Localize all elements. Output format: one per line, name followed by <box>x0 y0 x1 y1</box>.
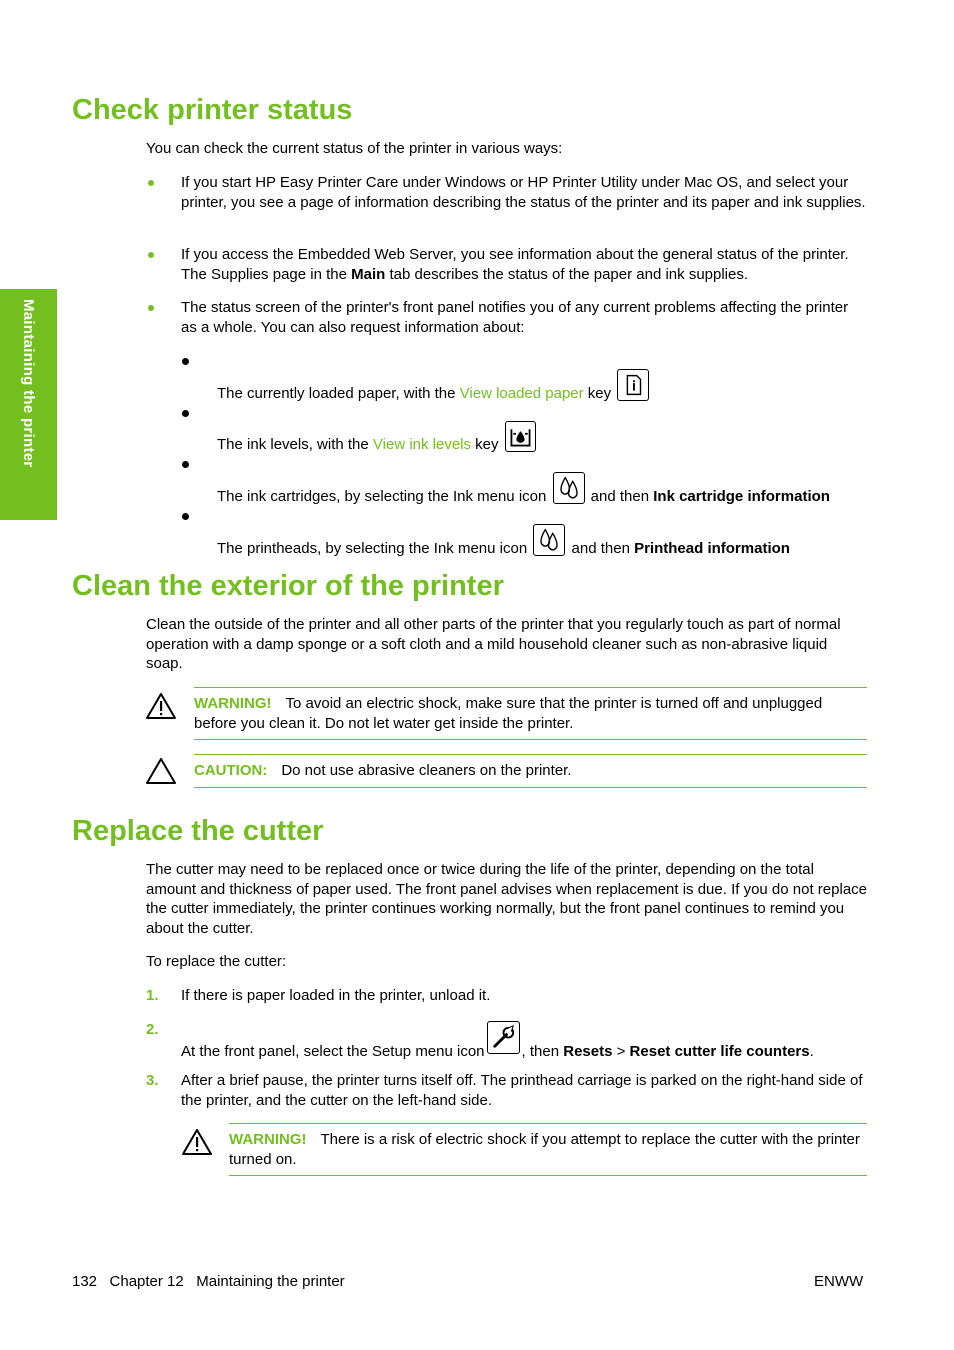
step-3-number: 3. <box>146 1072 159 1089</box>
check-intro: You can check the current status of the printer in various ways: <box>146 140 563 157</box>
check-bullet-2-text: If you access the Embedded Web Server, you see information about the general status of the printer. The Supplies page in the Main tab describes the status of the paper and ink supplies. <box>181 246 849 283</box>
cutter-warning-note <box>229 1123 867 1176</box>
warning-triangle-icon <box>181 1128 213 1156</box>
reset-cutter-life-counters-label: Reset cutter life counters <box>629 1043 810 1060</box>
clean-body: Clean the outside of the printer and all other parts of the printer that you regularly touch as part of normal operation with a damp sponge or a soft cloth and a mild household cleaner such as non-abrasive liquid soap. <box>146 616 841 672</box>
printhead-information-label: Printhead information <box>634 540 790 557</box>
caution-label: CAUTION: <box>194 762 268 779</box>
check-bullet-3-text: The status screen of the printer's front panel notifies you of any current problems affecting the printer as a whole. You can also request information about: <box>181 299 849 336</box>
warning-label: WARNING! <box>229 1131 307 1148</box>
clean-caution-note <box>194 754 867 788</box>
step-2-text: At the front panel, select the Setup menu icon , then Resets > Reset cutter life counters. <box>181 1021 871 1054</box>
view-loaded-paper-link[interactable]: View loaded paper <box>459 385 584 402</box>
step-3-text: After a brief pause, the printer turns itself off. The printhead carriage is parked on the right-hand side of the printer, and the cutter on the left-hand side. <box>181 1072 863 1109</box>
warning-triangle-icon <box>145 692 177 720</box>
warning-text: There is a risk of electric shock if you attempt to replace the cutter with the printer turned on. <box>229 1131 860 1168</box>
resets-menu-label: Resets <box>563 1043 613 1060</box>
step-1-text: If there is paper loaded in the printer, unload it. <box>181 987 491 1004</box>
cutter-intro: To replace the cutter: <box>146 953 287 970</box>
heading-check-printer-status: Check printer status <box>72 94 353 126</box>
heading-clean-exterior: Clean the exterior of the printer <box>72 570 504 602</box>
ink-menu-icon <box>533 524 565 556</box>
warning-label: WARNING! <box>194 695 272 712</box>
caution-text: Do not use abrasive cleaners on the printer. <box>281 762 572 779</box>
footer-page-chapter: 132 Chapter 12 Maintaining the printer <box>72 1273 345 1290</box>
heading-replace-cutter: Replace the cutter <box>72 815 324 847</box>
clean-warning-note <box>194 687 867 740</box>
side-chapter-tab <box>0 289 57 520</box>
ink-cartridge-information-label: Ink cartridge information <box>653 488 830 505</box>
view-ink-levels-key-icon <box>505 421 536 452</box>
setup-menu-icon <box>487 1021 520 1054</box>
side-tab-label: Maintaining the printer <box>19 299 37 468</box>
check-bullet-1-text: If you start HP Easy Printer Care under Windows or HP Printer Utility under Mac OS, and select your printer, you see a page of information describing the status of the printer and its paper and ink supplies. <box>181 174 866 211</box>
step-2-number: 2. <box>146 1021 159 1038</box>
warning-text: To avoid an electric shock, make sure that the printer is turned off and unplugged before you clean it. Do not let water get inside the printer. <box>194 695 823 732</box>
main-tab-name: Main <box>351 265 386 283</box>
view-ink-levels-link[interactable]: View ink levels <box>372 436 472 453</box>
view-loaded-paper-key-icon <box>617 369 649 401</box>
caution-triangle-icon <box>145 757 177 785</box>
footer-locale: ENWW <box>814 1273 864 1290</box>
step-1-number: 1. <box>146 987 159 1004</box>
ink-menu-icon <box>553 472 585 504</box>
cutter-body: The cutter may need to be replaced once or twice during the life of the printer, depending on the total amount and thickness of paper used. The front panel advises when replacement is due. If you do not replace the cutter immediately, the printer continues working normally, but the front panel continues to remind you about the cutter. <box>146 861 868 937</box>
